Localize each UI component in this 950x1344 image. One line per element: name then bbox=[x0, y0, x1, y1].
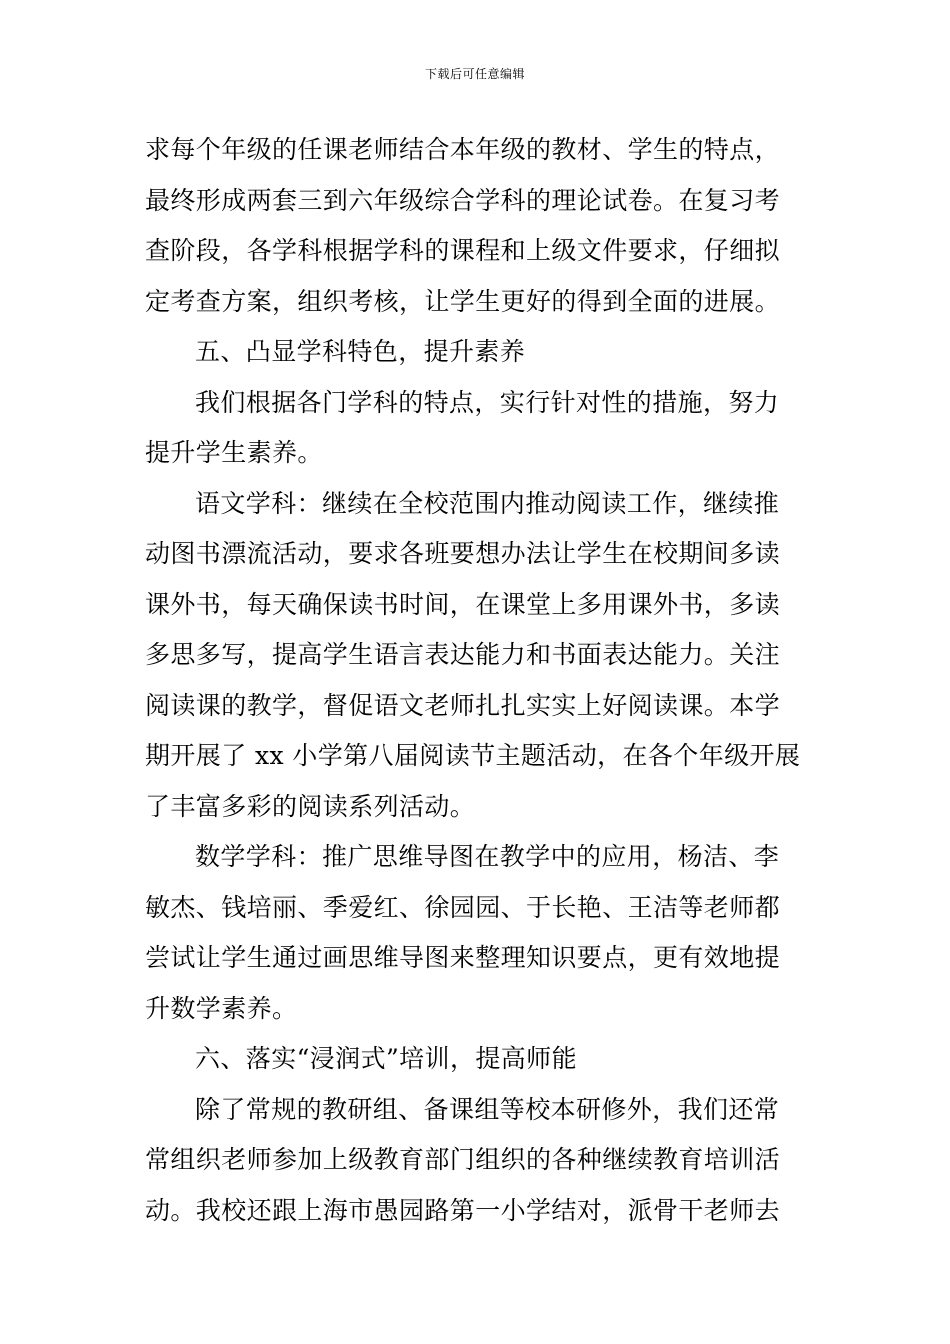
body-line: 课外书，每天确保读书时间，在课堂上多用课外书，多读 bbox=[145, 589, 781, 619]
section-heading: 六、落实“浸润式”培训，提高师能 bbox=[195, 1044, 577, 1073]
body-line: 升数学素养。 bbox=[145, 993, 298, 1023]
body-line: 定考查方案，组织考核，让学生更好的得到全面的进展。 bbox=[145, 286, 781, 316]
body-line: 期开展了 xx 小学第八届阅读节主题活动，在各个年级开展 bbox=[145, 741, 801, 770]
body-line: 常组织老师参加上级教育部门组织的各种继续教育培训活 bbox=[145, 1145, 781, 1174]
body-line: 敏杰、钱培丽、季爱红、徐园园、于长艳、王洁等老师都 bbox=[145, 892, 781, 922]
paragraph-first-line: 数学学科：推广思维导图在教学中的应用，杨洁、李 bbox=[195, 842, 780, 871]
body-line: 尝试让学生通过画思维导图来整理知识要点，更有效地提 bbox=[145, 943, 781, 972]
body-line: 求每个年级的任课老师结合本年级的教材、学生的特点， bbox=[145, 135, 781, 164]
body-line: 多思多写，提高学生语言表达能力和书面表达能力。关注 bbox=[145, 640, 781, 669]
paragraph-first-line: 除了常规的教研组、备课组等校本研修外，我们还常 bbox=[195, 1094, 780, 1124]
paragraph-first-line: 语文学科：继续在全校范围内推动阅读工作，继续推 bbox=[195, 488, 780, 518]
page-header: 下载后可任意编辑 bbox=[424, 67, 525, 81]
paragraph-first-line: 我们根据各门学科的特点，实行针对性的措施，努力 bbox=[195, 387, 780, 417]
document-body bbox=[145, 125, 805, 1236]
body-line: 查阶段，各学科根据学科的课程和上级文件要求，仔细拟 bbox=[145, 236, 781, 265]
body-line: 了丰富多彩的阅读系列活动。 bbox=[145, 791, 476, 821]
body-line: 阅读课的教学，督促语文老师扎扎实实上好阅读课。本学 bbox=[145, 690, 781, 720]
body-line: 动。我校还跟上海市愚园路第一小学结对，派骨干老师去 bbox=[145, 1195, 781, 1225]
body-line: 最终形成两套三到六年级综合学科的理论试卷。在复习考 bbox=[145, 185, 781, 215]
body-line: 动图书漂流活动，要求各班要想办法让学生在校期间多读 bbox=[145, 539, 781, 568]
section-heading: 五、凸显学科特色，提升素养 bbox=[195, 337, 526, 366]
body-line: 提升学生素养。 bbox=[145, 438, 323, 467]
